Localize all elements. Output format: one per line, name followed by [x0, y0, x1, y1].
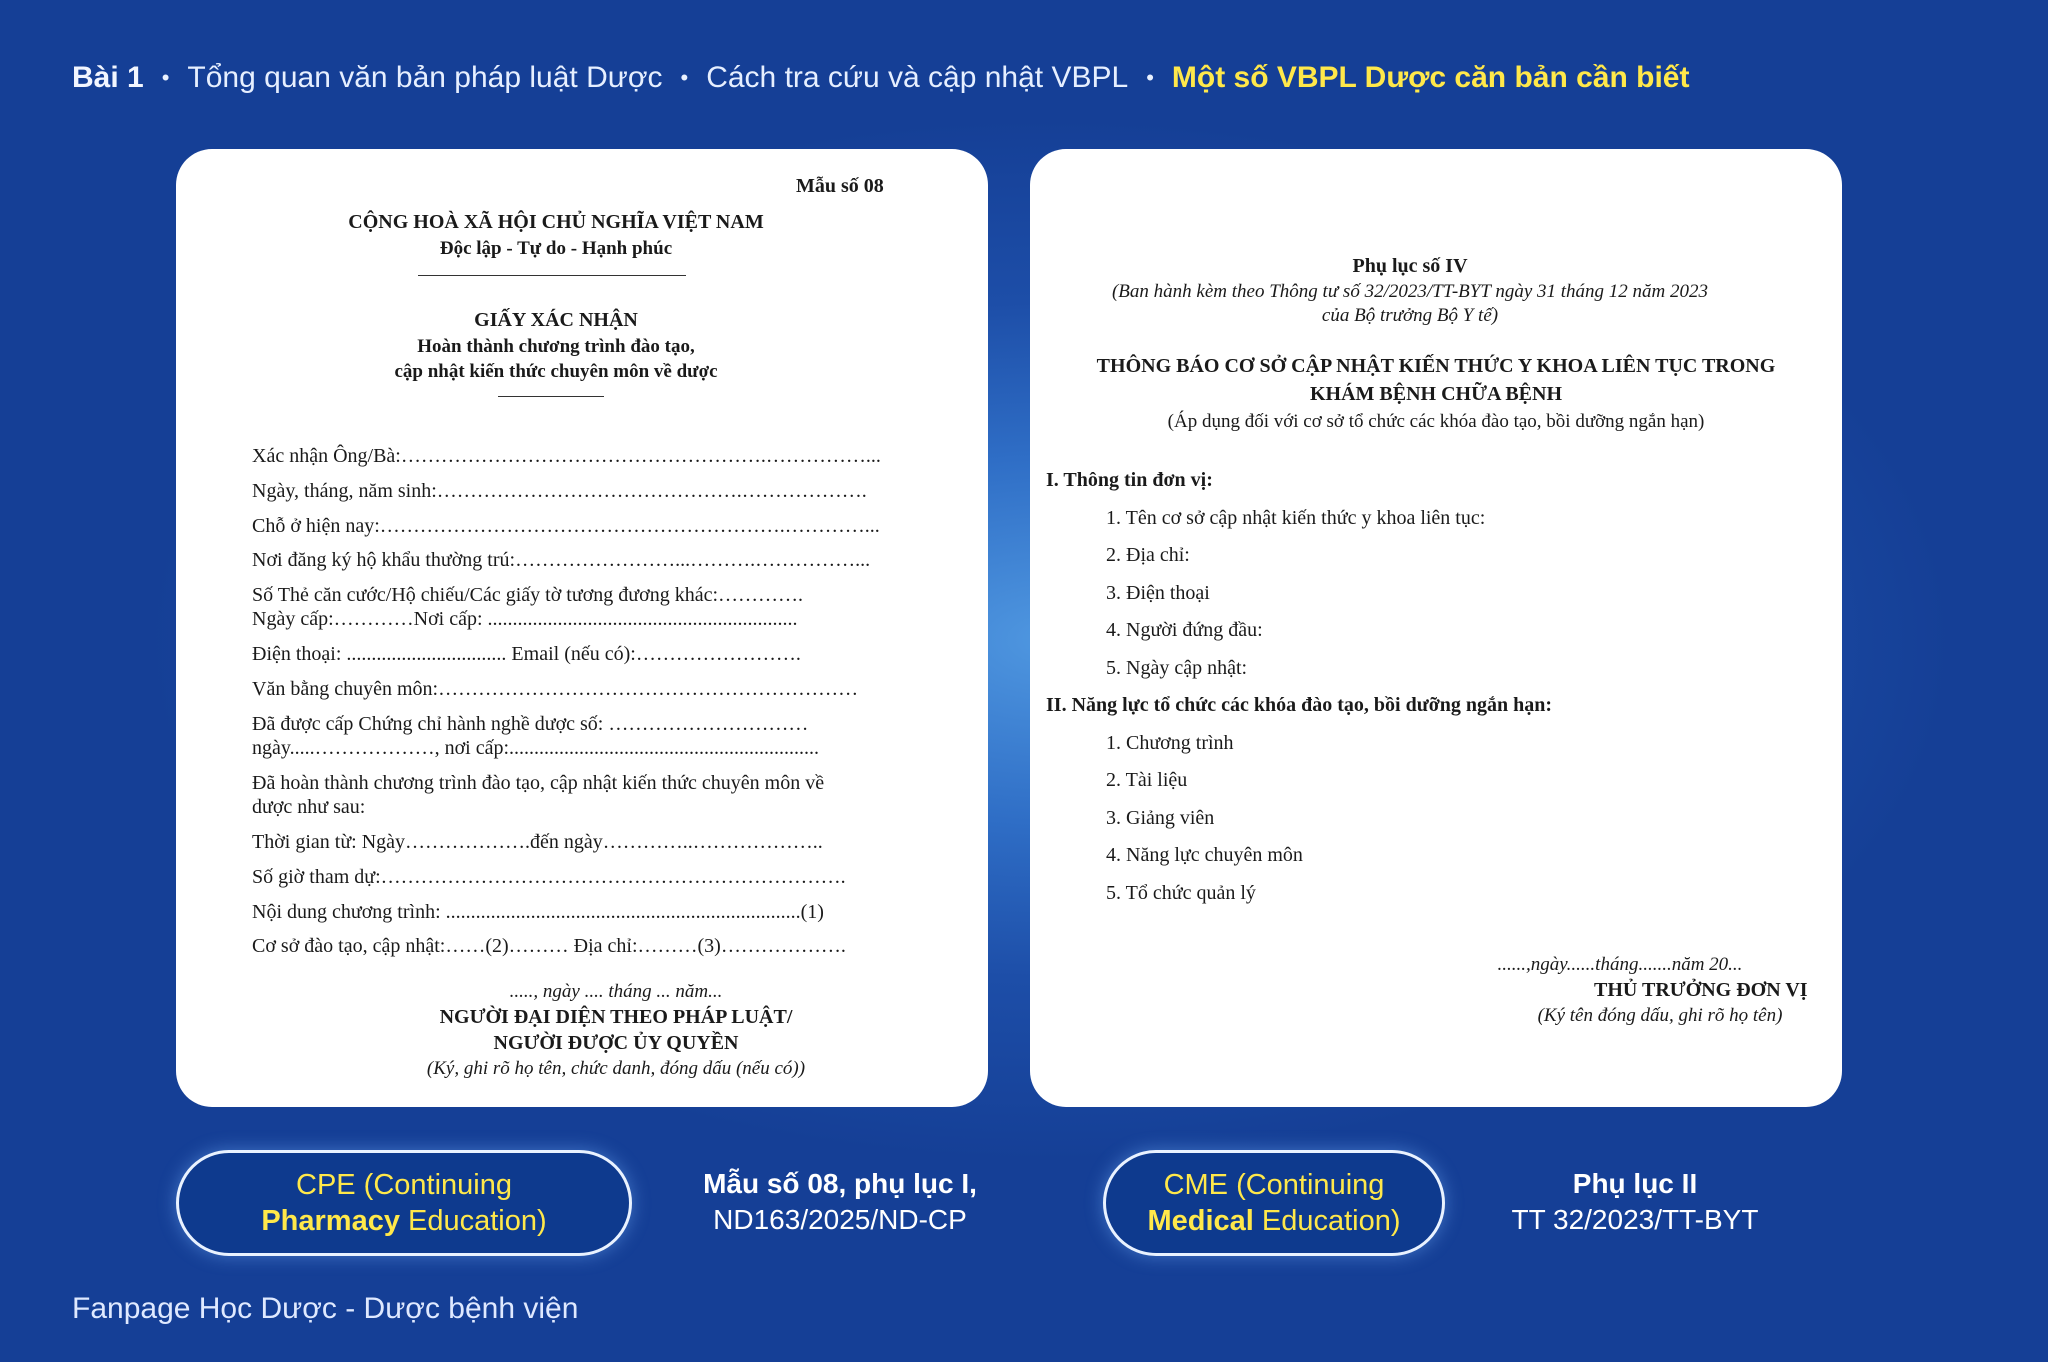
- issued-note: của Bộ trưởng Bộ Y tế): [1321, 305, 1499, 326]
- scope-note: (Áp dụng đối với cơ sở tổ chức các khóa đào tạo, bồi dưỡng ngắn hạn): [1167, 411, 1705, 432]
- form-field: Thời gian từ: Ngày……………….đến ngày…………..………………..: [252, 831, 823, 853]
- document-card-confirmation: [176, 149, 988, 1107]
- divider: [498, 396, 604, 397]
- list-item: 2. Địa chỉ:: [1106, 544, 1190, 566]
- cpe-label: CPE (Continuing: [296, 1169, 512, 1201]
- form-field: Cơ sở đào tạo, cập nhật:……(2)……… Địa chỉ:………(3)……………….: [252, 935, 846, 957]
- form-field: ngày.....………………, nơi cấp:..............................................................: [252, 737, 820, 759]
- cme-label: CME (Continuing: [1163, 1169, 1385, 1201]
- signature-note: (Ký tên đóng dấu, ghi rõ họ tên): [1537, 1005, 1783, 1026]
- list-item: 5. Ngày cập nhật:: [1106, 657, 1248, 679]
- nav-item-basic-documents[interactable]: Một số VBPL Dược căn bản cần biết: [1171, 61, 1690, 94]
- date-line: ......,ngày......tháng.......năm 20...: [1497, 954, 1743, 975]
- document-subtitle: cập nhật kiến thức chuyên môn về dược: [394, 361, 718, 382]
- list-item: 4. Người đứng đầu:: [1106, 619, 1263, 641]
- cpe-reference: [650, 1166, 1030, 1238]
- form-field: Xác nhận Ông/Bà:……………………………………………….……………...: [252, 445, 881, 467]
- form-field: Điện thoại: ................................ Email (nếu có):…………………….: [252, 643, 801, 665]
- list-item: 1. Tên cơ sở cập nhật kiến thức y khoa liên tục:: [1106, 507, 1486, 529]
- form-field: Đã được cấp Chứng chỉ hành nghề dược số: …………………………: [252, 713, 809, 735]
- list-item: 3. Điện thoại: [1106, 582, 1210, 604]
- form-field: Chỗ ở hiện nay:…………………………………………………….…………...: [252, 515, 880, 537]
- issued-note: (Ban hành kèm theo Thông tư số 32/2023/TT-BYT ngày 31 tháng 12 năm 2023: [1111, 281, 1709, 302]
- form-field: Nội dung chương trình: .......................................................................(1): [252, 901, 824, 923]
- signer-title: NGƯỜI ĐẠI DIỆN THEO PHÁP LUẬT/: [439, 1006, 793, 1028]
- document-card-appendix: [1030, 149, 1842, 1107]
- document-title: GIẤY XÁC NHẬN: [474, 309, 638, 331]
- list-item: 2. Tài liệu: [1106, 769, 1188, 791]
- bullet-icon: •: [680, 65, 689, 90]
- section-heading: I. Thông tin đơn vị:: [1046, 469, 1213, 491]
- nav-item-lookup[interactable]: Cách tra cứu và cập nhật VBPL: [706, 61, 1129, 94]
- signer-title: NGƯỜI ĐƯỢC ỦY QUYỀN: [493, 1032, 739, 1054]
- form-field: Đã hoàn thành chương trình đào tạo, cập nhật kiến thức chuyên môn về: [252, 772, 825, 794]
- form-field: Ngày cấp:…………Nơi cấp: ..............................................................: [252, 608, 798, 630]
- form-field: dược như sau:: [252, 796, 366, 818]
- signer-title: THỦ TRƯỞNG ĐƠN VỊ: [1594, 979, 1808, 1001]
- form-field: Số giờ tham dự:…………………………………………………………….: [252, 866, 846, 888]
- document-title: THÔNG BÁO CƠ SỞ CẬP NHẬT KIẾN THỨC Y KHOA LIÊN TỤC TRONG: [1096, 355, 1776, 377]
- section-heading: II. Năng lực tổ chức các khóa đào tạo, bồi dưỡng ngắn hạn:: [1046, 694, 1553, 716]
- cme-reference: [1460, 1166, 1810, 1238]
- cme-badge[interactable]: [1103, 1150, 1445, 1256]
- date-line: ....., ngày .... tháng ... năm...: [509, 981, 723, 1002]
- form-field: Ngày, tháng, năm sinh:……………………………………….……………….: [252, 480, 867, 502]
- section-items: [1106, 507, 1706, 697]
- form-field: Số Thẻ căn cước/Hộ chiếu/Các giấy tờ tương đương khác:………….: [252, 584, 804, 606]
- reference-title: Mẫu số 08, phụ lục I,: [703, 1168, 977, 1199]
- nation-heading: CỘNG HOÀ XÃ HỘI CHỦ NGHĨA VIỆT NAM: [348, 211, 764, 233]
- reference-code: ND163/2025/ND-CP: [713, 1204, 967, 1235]
- list-item: 3. Giảng viên: [1106, 807, 1215, 829]
- footer-credit: Fanpage Học Dược - Dược bệnh viện: [72, 1292, 579, 1325]
- bullet-icon: •: [1146, 65, 1154, 90]
- cpe-label-rest: Education): [399, 1205, 547, 1237]
- reference-code: TT 32/2023/TT-BYT: [1511, 1204, 1759, 1235]
- lesson-number: Bài 1: [72, 61, 144, 94]
- list-item: 1. Chương trình: [1106, 732, 1234, 754]
- bullet-icon: •: [161, 65, 170, 90]
- form-field: Văn bằng chuyên môn:………………………………………………………: [252, 678, 859, 700]
- cme-label-bold: Medical: [1147, 1205, 1254, 1237]
- motto: Độc lập - Tự do - Hạnh phúc: [439, 238, 673, 259]
- divider: [418, 275, 686, 276]
- nav-item-overview[interactable]: Tổng quan văn bản pháp luật Dược: [187, 61, 663, 94]
- breadcrumb: [72, 56, 1689, 100]
- cpe-label-bold: Pharmacy: [261, 1205, 400, 1237]
- document-title: KHÁM BỆNH CHỮA BỆNH: [1309, 383, 1563, 405]
- signature-note: (Ký, ghi rõ họ tên, chức danh, đóng dấu (nếu có)): [426, 1058, 806, 1079]
- list-item: 5. Tổ chức quản lý: [1106, 882, 1256, 904]
- form-fields: [252, 445, 892, 965]
- list-item: 4. Năng lực chuyên môn: [1106, 844, 1303, 866]
- reference-title: Phụ lục II: [1572, 1168, 1698, 1199]
- cme-label-rest: Education): [1253, 1205, 1401, 1237]
- form-number: Mẫu số 08: [796, 175, 884, 197]
- document-subtitle: Hoàn thành chương trình đào tạo,: [417, 336, 695, 357]
- section-items: [1106, 732, 1706, 922]
- form-field: Nơi đăng ký hộ khẩu thường trú:……………………...……….……………...: [252, 549, 871, 571]
- appendix-number: Phụ lục số IV: [1352, 255, 1468, 277]
- cpe-badge[interactable]: [176, 1150, 632, 1256]
